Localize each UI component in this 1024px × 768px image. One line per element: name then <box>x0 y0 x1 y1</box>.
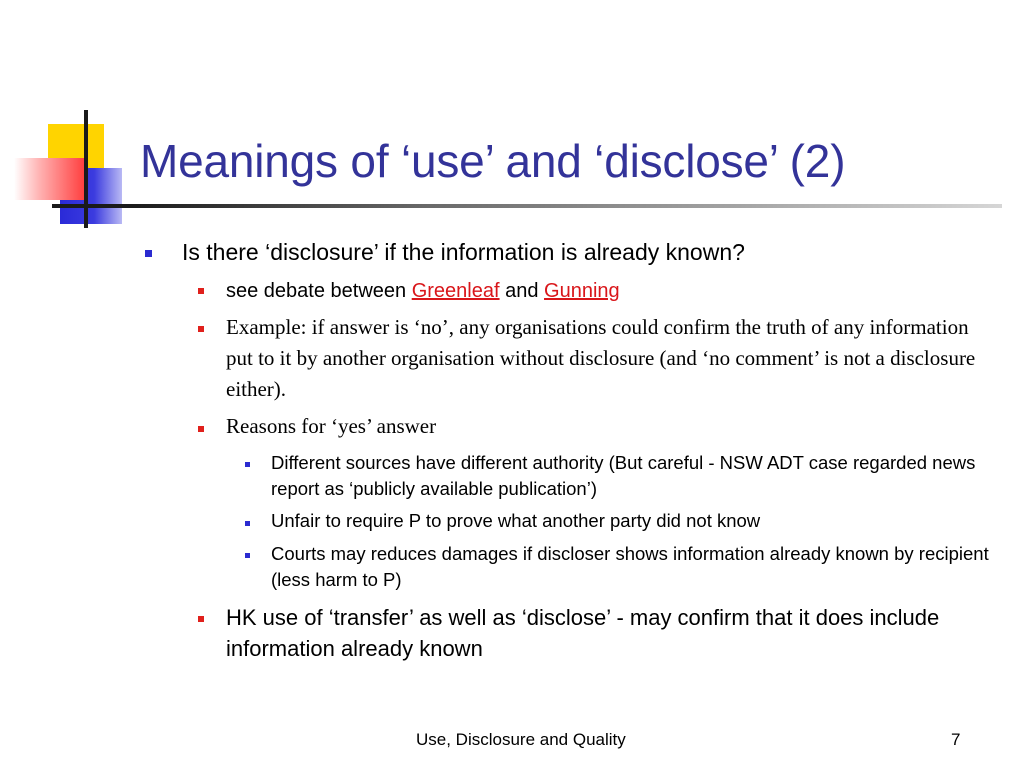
bullet-marker-l2 <box>198 426 204 432</box>
footer-title: Use, Disclosure and Quality <box>416 730 626 749</box>
logo-red-square <box>14 158 86 200</box>
link-gunning[interactable]: Gunning <box>544 280 620 302</box>
bullet-marker-l3 <box>245 462 250 467</box>
bullet-example: Example: if answer is ‘no’, any organisations could confirm the truth of any information put to it by another organisation without disclosure (and ‘no comment’ is not a disclosure either). <box>226 315 976 401</box>
bullet-disclosure-question: Is there ‘disclosure’ if the information is already known? <box>182 239 745 265</box>
bullet-marker-l2 <box>198 326 204 332</box>
bullet-unfair: Unfair to require P to prove what another party did not know <box>271 510 761 531</box>
bullet-marker-l3 <box>245 521 250 526</box>
bullet-marker-l3 <box>245 553 250 558</box>
bullet-marker-l1 <box>145 250 152 257</box>
bullet-reasons: Reasons for ‘yes’ answer <box>226 414 437 438</box>
bullet-debate <box>226 277 986 305</box>
bullet-hk-use: HK use of ‘transfer’ as well as ‘disclose’ - may confirm that it does include information already known <box>226 605 940 661</box>
logo-vertical-line <box>84 110 88 228</box>
debate-prefix: see debate between <box>226 280 412 302</box>
page-number: 7 <box>951 730 961 749</box>
link-greenleaf[interactable]: Greenleaf <box>411 280 500 302</box>
bullet-courts: Courts may reduces damages if discloser shows information already known by recipient (less harm to P) <box>271 543 989 590</box>
debate-and: and <box>499 280 545 302</box>
title-underline-rule <box>52 204 1002 208</box>
bullet-marker-l2 <box>198 616 204 622</box>
bullet-marker-l2 <box>198 288 204 294</box>
slide-title: Meanings of ‘use’ and ‘disclose’ (2) <box>140 135 846 187</box>
bullet-different-sources: Different sources have different authority (But careful - NSW ADT case regarded news report as ‘publicly available publication’) <box>271 452 976 499</box>
